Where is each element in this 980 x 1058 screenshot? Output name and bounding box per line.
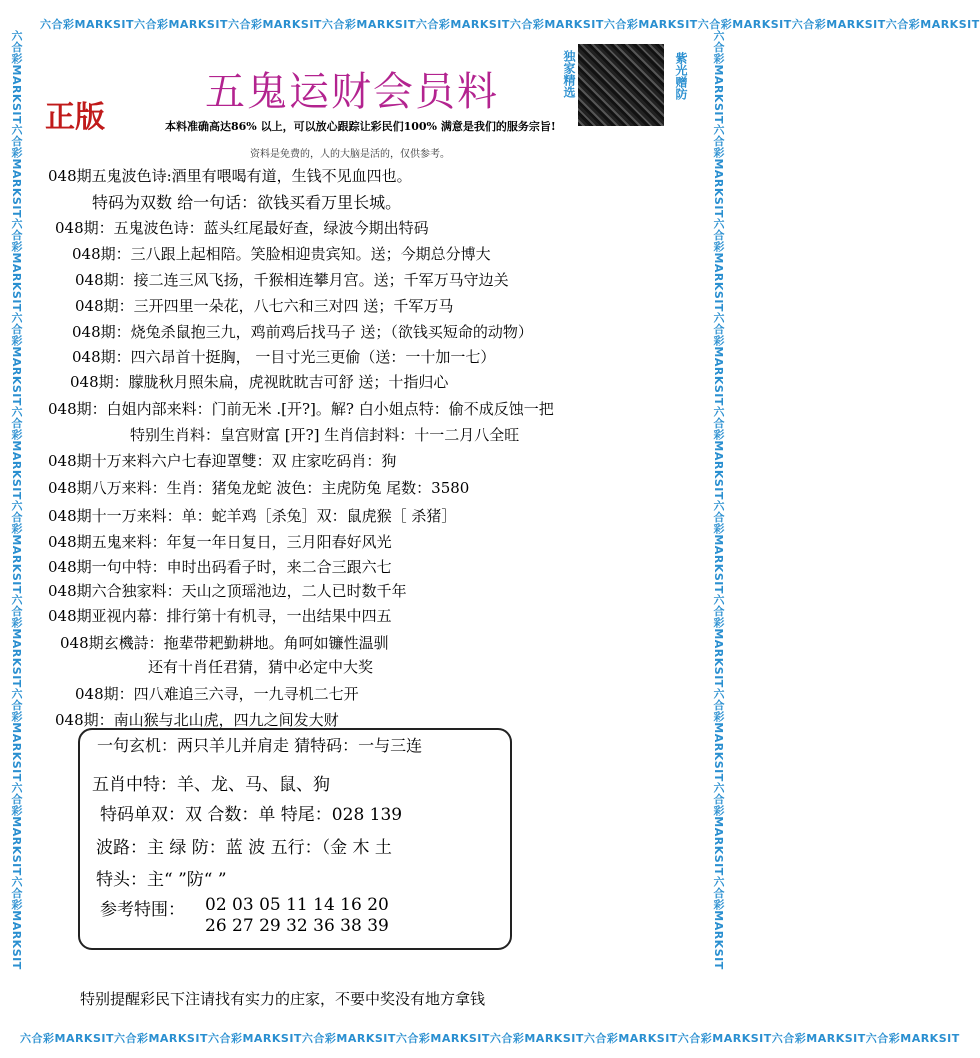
text-line: 048期玄機詩：拖辈带耙勤耕地。角呵如镰性温驯 xyxy=(60,634,389,652)
text-line: 048期：三八跟上起相陪。笑脸相迎贵宾知。送；今期总分博大 xyxy=(72,245,491,263)
footer-notice: 特别提醒彩民下注请找有实力的庄家，不要中奖没有地方拿钱 xyxy=(80,990,486,1008)
five-zodiac-line: 五肖中特：羊、龙、马、鼠、狗 xyxy=(92,775,330,795)
text-line: 048期亚视内幕：排行第十有机寻，一出结果中四五 xyxy=(48,607,392,625)
text-line: 048期：五鬼波色诗：蓝头红尾最好查，绿波今期出特码 xyxy=(55,219,429,237)
text-line: 048期：四六昂首十挺胸， 一目寸光三更偷（送：一十加一七） xyxy=(72,348,496,366)
text-line: 048期五鬼波色诗:酒里有喂喝有道，生钱不见血四也。 xyxy=(48,167,412,185)
text-line: 048期五鬼来料：年复一年日复日，三月阳春好风光 xyxy=(48,533,392,551)
reference-row-2: 26 27 29 32 36 38 39 xyxy=(205,916,389,936)
text-line: 特别生肖料：皇宫财富 [开?] 生肖信封料：十一二月八全旺 xyxy=(130,426,520,444)
text-line: 048期十一万来料：单：蛇羊鸡［杀兔］双：鼠虎猴［ 杀猪］ xyxy=(48,507,457,525)
text-line: 048期：朦胧秋月照朱扁，虎视眈眈吉可舒 送；十指归心 xyxy=(70,373,449,391)
text-line: 048期六合独家料：天山之顶瑶池边，二人已时数千年 xyxy=(48,582,407,600)
reference-row-1: 02 03 05 11 14 16 20 xyxy=(205,895,389,915)
text-line: 048期八万来料：生肖：猪兔龙蛇 波色：主虎防兔 尾数：3580 xyxy=(48,479,470,497)
head-line: 特头：主“ ”防“ ” xyxy=(96,870,227,890)
text-line: 048期：白姐内部来料：门前无米 .[开?]。解? 白小姐点特：偷不成反蚀一把 xyxy=(48,400,554,418)
text-line: 048期：南山猴与北山虎，四九之间发大财 xyxy=(55,711,339,729)
stamp-right: 紫光赠防 xyxy=(674,52,688,100)
riddle-line: 一句玄机：两只羊儿并肩走 猜特码：一与三连 xyxy=(97,736,423,755)
text-line: 还有十肖任君猜，猜中必定中大奖 xyxy=(148,658,374,676)
odd-even-line: 特码单双：双 合数：单 特尾：028 139 xyxy=(100,805,403,825)
border-pattern-right: 六合彩MARKSIT六合彩MARKSIT六合彩MARKSIT六合彩MARKSIT六合彩MARKSIT六合彩MARKSIT六合彩MARKSIT六合彩MARKSIT六合彩MARKSIT六合彩MARKSIT xyxy=(712,30,725,970)
text-line: 048期：三开四里一朵花，八七六和三对四 送；千军万马 xyxy=(75,297,454,315)
wave-line: 波路：主 绿 防：蓝 波 五行：（金 木 土 xyxy=(96,838,392,858)
subtitle: 本料准确高达86% 以上，可以放心跟踪让彩民们100% 满意是我们的服务宗旨! xyxy=(165,120,556,133)
border-pattern-top: 六合彩MARKSIT六合彩MARKSIT六合彩MARKSIT六合彩MARKSIT六合彩MARKSIT六合彩MARKSIT六合彩MARKSIT六合彩MARKSIT六合彩MARKSIT六合彩MARKSIT xyxy=(40,18,980,31)
genuine-badge: 正版 xyxy=(45,100,105,135)
border-pattern-bottom: 六合彩MARKSIT六合彩MARKSIT六合彩MARKSIT六合彩MARKSIT六合彩MARKSIT六合彩MARKSIT六合彩MARKSIT六合彩MARKSIT六合彩MARKSIT六合彩MARKSIT xyxy=(20,1032,960,1045)
qr-code-image xyxy=(578,44,664,126)
page-title: 五鬼运财会员料 xyxy=(205,69,499,115)
text-line: 048期一句中特：申时出码看子时，来二合三跟六七 xyxy=(48,558,392,576)
subtitle-note: 资料是免费的，人的大脑是活的，仅供参考。 xyxy=(250,149,450,160)
text-line: 048期：四八难追三六寻，一九寻机二七开 xyxy=(75,685,359,703)
reference-label: 参考特围： xyxy=(100,900,185,920)
text-line: 特码为双数 给一句话：欲钱买看万里长城。 xyxy=(92,193,402,212)
text-line: 048期：烧兔杀鼠抱三九，鸡前鸡后找马子 送；（欲钱买短命的动物） xyxy=(72,323,533,341)
text-line: 048期：接二连三风飞扬，千猴相连攀月宫。送；千军万马守边关 xyxy=(75,271,509,289)
border-pattern-left: 六合彩MARKSIT六合彩MARKSIT六合彩MARKSIT六合彩MARKSIT六合彩MARKSIT六合彩MARKSIT六合彩MARKSIT六合彩MARKSIT六合彩MARKSIT六合彩MARKSIT xyxy=(10,30,23,970)
text-line: 048期十万来料六户七春迎罩雙：双 庄家吃码肖：狗 xyxy=(48,452,397,470)
stamp-left: 独家精选 xyxy=(562,50,576,98)
